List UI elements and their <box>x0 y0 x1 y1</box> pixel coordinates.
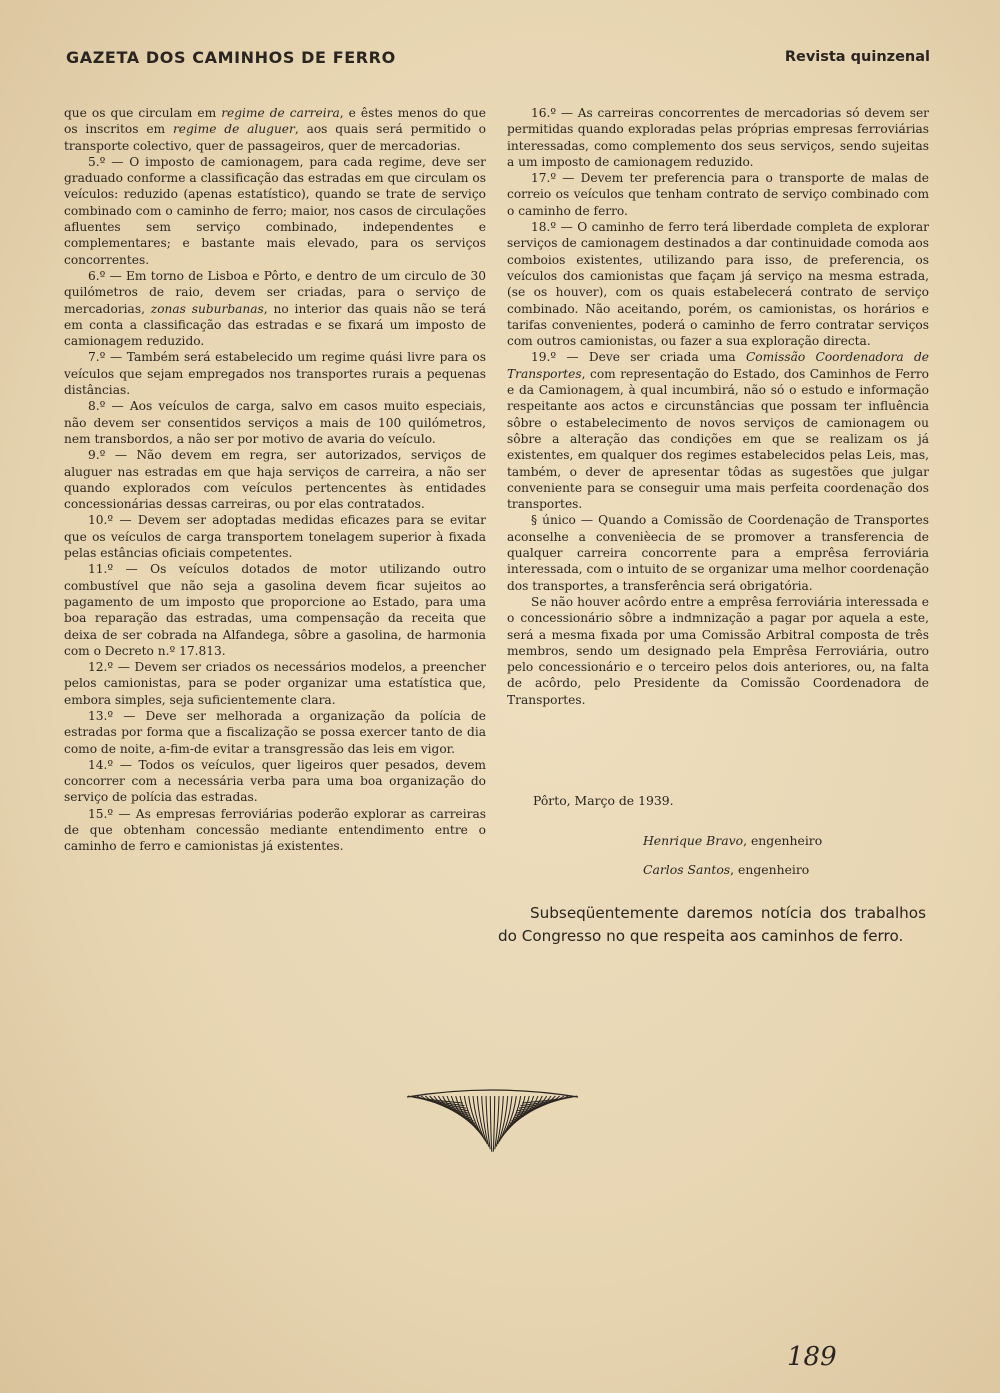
date-line: Pôrto, Março de 1939. <box>533 793 674 808</box>
signature-henrique-bravo: Henrique Bravo, engenheiro <box>643 833 823 848</box>
paragraph-10: 10.º — Devem ser adoptadas medidas eficazes para se evitar que os veículos de carga transportem tonelagem superior à fixada pelas estâncias oficiais competentes. <box>64 513 486 561</box>
paragraph-continuation: que os que circulam em regime de carreira, e êstes menos do que os inscritos em regime de aluguer, aos quais será permitido o transporte colectivo, quer de passageiros, quer de mercadorias. <box>64 106 486 153</box>
closing-note: Subseqüentemente daremos notícia dos trabalhos do Congresso no que respeita aos caminhos de ferro. <box>498 904 926 945</box>
fan-ornament-icon <box>405 1085 580 1157</box>
paragraph-14: 14.º — Todos os veículos, quer ligeiros quer pesados, devem concorrer com a necessária verba para uma boa organização do serviço de polícia das estradas. <box>64 757 486 805</box>
paragraph-15: 15.º — As empresas ferroviárias poderão explorar as carreiras de que obtenham concessão mediante entendimento entre o caminho de ferro e camionistas já existentes. <box>64 806 486 854</box>
page-number: 189 <box>787 1342 837 1372</box>
paragraph-19: 19.º — Deve ser criada uma Comissão Coordenadora de Transportes, com representação do Estado, dos Caminhos de Ferro e da Camionagem, à qual incumbirá, não só o estudo e informação respeitante aos actos e circunstâncias que possam ter influência sôbre o estabelecimento de novos serviços de camionagem ou sôbre a alteração das condições em que se realizam os já existentes, em qualquer dos regimes estabelecidos pelas Leis, mas, também, o dever de apresentar tôdas as sugestões que julgar conveniente para se conseguir uma mais perfeita coordenação dos transportes. <box>507 350 929 512</box>
journal-subtitle: Revista quinzenal <box>784 49 930 65</box>
ornament-line <box>493 1096 494 1152</box>
paragraph-8: 8.º — Aos veículos de carga, salvo em casos muito especiais, não devem ser consentidos serviços a mais de 100 quilómetros, nem transbordos, a não ser por motivo de avaria do veículo. <box>64 399 486 446</box>
ornament-line <box>490 1096 491 1152</box>
paragraph-17: 17.º — Devem ter preferencia para o transporte de malas de correio os veículos que tenham contrato de serviço combinado com o caminho de ferro. <box>507 171 929 218</box>
paragraph-12: 12.º — Devem ser criados os necessários modelos, a preencher pelos camionistas, para se poder organizar uma estatística que, embora simples, seja suficientemente clara. <box>64 660 486 707</box>
paragraph-11: 11.º — Os veículos dotados de motor utilizando outro combustível que não seja a gasolina devem ficar sujeitos ao pagamento de um imposto que proporcione ao Estado, para uma boa reparação das estradas, uma compensação da receita que deixa de ser cobrada na Alfandega, sôbre a gasolina, de harmonia com o Decreto n.º 17.813. <box>64 562 486 658</box>
left-column <box>64 105 486 855</box>
paragraph-5: 5.º — O imposto de camionagem, para cada regime, deve ser graduado conforme a classificação das estradas em que circulam os veículos: reduzido (apenas estatístico), quando se trate de serviço combinado com o caminho de ferro; maior, nos casos de circulações afluentes sem serviço combinado, independentes e complementares; e bastante mais elevado, para os serviços concorrentes. <box>64 154 486 267</box>
paragraph-18: 18.º — O caminho de ferro terá liberdade completa de explorar serviços de camionagem destinados a dar continuidade comoda aos comboios existentes, utilizando para isso, de preferencia, os veículos dos camionistas que façam já serviço na mesma estrada, (se os houver), com os quais estabelecerá contrato de serviço combinado. Não aceitando, porém, os camionistas, os horários e tarifas convenientes, poderá o caminho de ferro contratar serviços com outros camionistas, ou fazer a sua exploração directa. <box>507 220 929 349</box>
right-column <box>507 105 929 708</box>
paragraph-6: 6.º — Em torno de Lisboa e Pôrto, e dentro de um circulo de 30 quilómetros de raio, devem ser criadas, para o serviço de mercadorias, zonas suburbanas, no interior das quais não se terá em conta a classificação das estradas e se fixará um imposto de camionagem reduzido. <box>64 268 487 349</box>
journal-title: GAZETA DOS CAMINHOS DE FERRO <box>66 48 396 67</box>
paragraph-13: 13.º — Deve ser melhorada a organização da polícia de estradas por forma que a fiscalização se possa exercer tanto de dia como de noite, a-fim-de evitar a transgressão das leis em vigor. <box>64 708 486 756</box>
signature-carlos-santos: Carlos Santos, engenheiro <box>643 862 810 877</box>
paragraph-acordo: Se não houver acôrdo entre a emprêsa ferroviária interessada e o concessionário sôbre a indmnização a pagar por aquela a este, será a mesma fixada por uma Comissão Arbitral composta de três membros, sendo um designado pela Emprêsa Ferroviária, outro pelo concessionário e o terceiro pelos dois anteriores, ou, na falta de acôrdo, pelo Presidente da Comissão Coordenadora de Transportes. <box>507 594 929 707</box>
paragraph-16: 16.º — As carreiras concorrentes de mercadorias só devem ser permitidas quando exploradas pelas próprias empresas ferroviárias interessadas, como complemento dos seus serviços, sendo sujeitas a um imposto de camionagem reduzido. <box>507 106 929 169</box>
paragraph-unico: § único — Quando a Comissão de Coordenação de Transportes aconselhe a convenièecia de se promover a transferencia de qualquer carreira concorrente para a emprêsa ferroviária interessada, com o intuito de se organizar uma melhor coordenação dos transportes, a transferência será obrigatória. <box>507 513 929 593</box>
paragraph-7: 7.º — Também será estabelecido um regime quási livre para os veículos que sejam empregados nos transportes rurais a pequenas distâncias. <box>64 350 486 398</box>
paragraph-9: 9.º — Não devem em regra, ser autorizados, serviços de aluguer nas estradas em que haja serviços de carreira, a não ser quando explorados com veículos pertencentes às entidades concessionárias dessas carreiras, ou por elas contratados. <box>64 448 486 512</box>
